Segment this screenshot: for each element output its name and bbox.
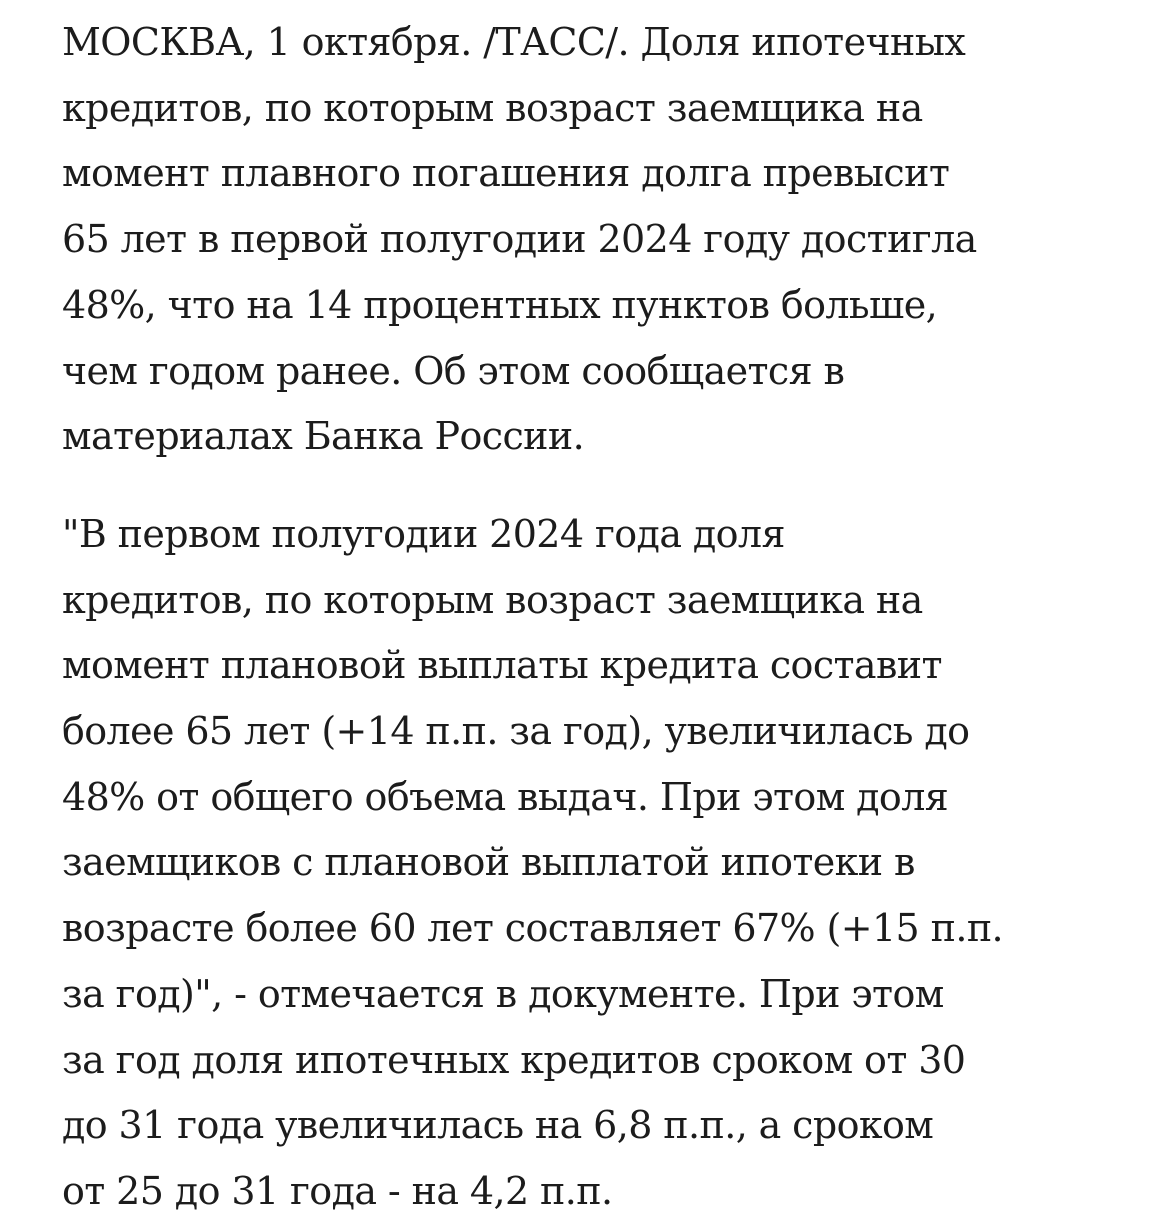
paragraph-line: за год)", - отмечается в документе. При этом bbox=[62, 971, 944, 1016]
paragraph-line: момент плавного погашения долга превысит bbox=[62, 151, 950, 196]
paragraph-line: от 25 до 31 года - на 4,2 п.п. bbox=[62, 1168, 613, 1213]
paragraph-line: заемщиков с плановой выплатой ипотеки в bbox=[62, 840, 915, 885]
paragraph-line: 65 лет в первой полугодии 2024 году достигла bbox=[62, 217, 977, 262]
paragraph-line: 48% от общего объема выдач. При этом доля bbox=[62, 774, 949, 819]
paragraph-line: МОСКВА, 1 октября. /ТАСС/. Доля ипотечных bbox=[62, 20, 966, 64]
paragraph-line: материалах Банка России. bbox=[62, 414, 585, 459]
paragraph-line: до 31 года увеличилась на 6,8 п.п., а сроком bbox=[62, 1103, 934, 1148]
paragraph-line: более 65 лет (+14 п.п. за год), увеличилась до bbox=[62, 709, 970, 754]
paragraph-line: кредитов, по которым возраст заемщика на bbox=[62, 577, 923, 622]
paragraph-line: чем годом ранее. Об этом сообщается в bbox=[62, 348, 845, 393]
paragraph-line: за год доля ипотечных кредитов сроком от 30 bbox=[62, 1037, 966, 1082]
paragraph-line: возрасте более 60 лет составляет 67% (+15 п.п. bbox=[62, 906, 1004, 951]
paragraph-line: 48%, что на 14 процентных пунктов больше, bbox=[62, 282, 938, 327]
paragraph-line: момент плановой выплаты кредита составит bbox=[62, 643, 942, 688]
paragraph-line: кредитов, по которым возраст заемщика на bbox=[62, 85, 923, 130]
paragraph-line: "В первом полугодии 2024 года доля bbox=[62, 511, 785, 556]
article-paragraph-lead bbox=[62, 10, 1118, 470]
article-paragraph-quote bbox=[62, 502, 1118, 1225]
